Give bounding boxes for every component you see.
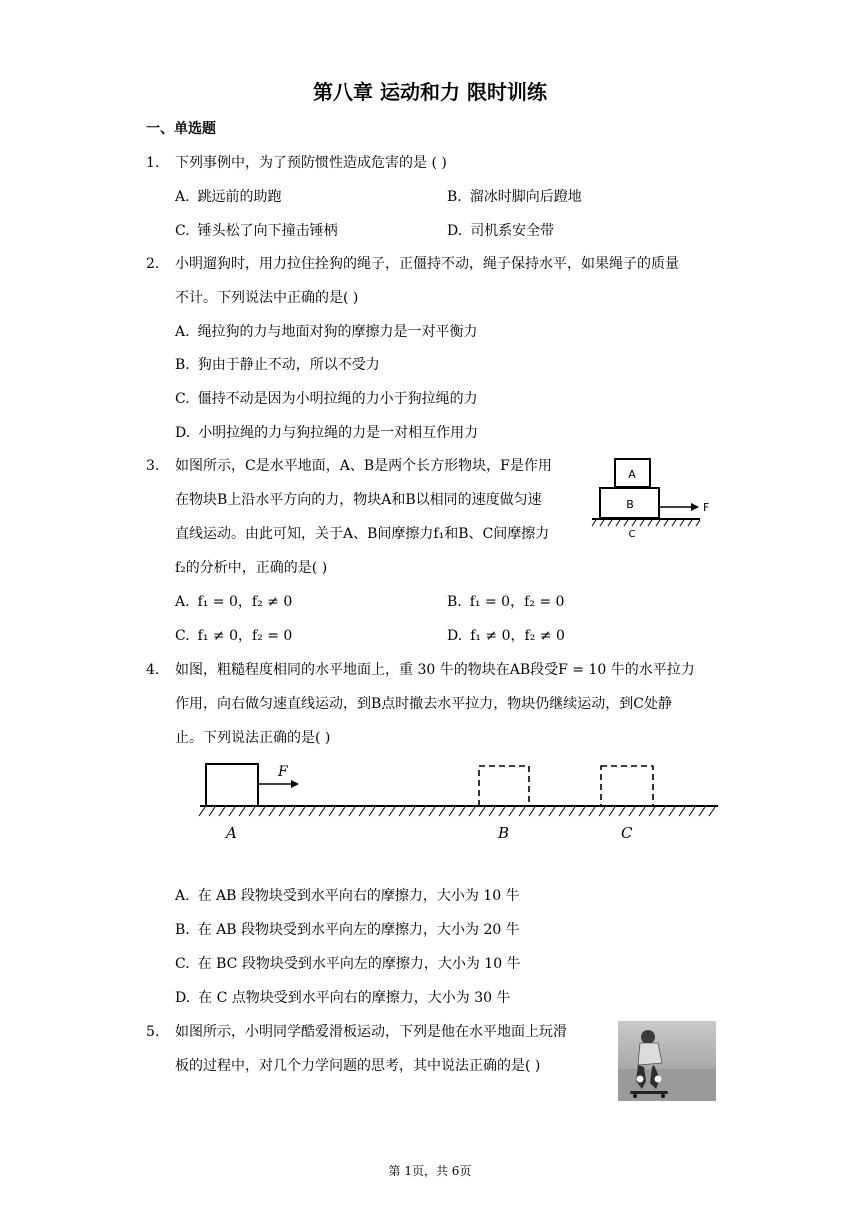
block-a-label: A — [628, 468, 636, 481]
option-d: D. f₁ ≠ 0，f₂ ≠ 0 — [447, 628, 565, 644]
option-c: C. 锤头松了向下撞击锤柄 — [175, 223, 338, 239]
question-number: 5. — [146, 1024, 160, 1040]
option-d: D. 司机系安全带 — [447, 223, 555, 239]
option-b: B. 狗由于静止不动，所以不受力 — [175, 357, 380, 373]
question-text: 小明遛狗时，用力拉住拴狗的绳子，正僵持不动，绳子保持水平，如果绳子的质量 — [175, 256, 679, 272]
option-b: B. 在 AB 段物块受到水平向左的摩擦力，大小为 20 牛 — [175, 922, 520, 938]
option-c: C. 僵持不动是因为小明拉绳的力小于狗拉绳的力 — [175, 391, 478, 407]
question-number: 3. — [146, 458, 160, 474]
option-d: D. 在 C 点物块受到水平向右的摩擦力，大小为 30 牛 — [175, 990, 511, 1006]
point-b-label: B — [498, 824, 510, 842]
ground-hatch — [592, 520, 700, 526]
option-a: A. 在 AB 段物块受到水平向右的摩擦力，大小为 10 牛 — [175, 888, 520, 904]
option-a: A. 绳拉狗的力与地面对狗的摩擦力是一对平衡力 — [175, 324, 478, 340]
force-label: F — [278, 764, 288, 780]
force-label: F — [703, 501, 710, 514]
point-c-label: C — [621, 824, 633, 842]
option-b: B. f₁ = 0，f₂ = 0 — [447, 594, 565, 610]
question-text: 直线运动。由此可知，关于A、B间摩擦力f₁和B、C间摩擦力 — [175, 526, 550, 542]
dashed-block-c — [601, 766, 653, 806]
question-text: f₂的分析中，正确的是( ) — [175, 560, 328, 576]
option-c: C. f₁ ≠ 0，f₂ = 0 — [175, 628, 293, 644]
option-b: B. 溜冰时脚向后蹬地 — [447, 189, 582, 205]
skateboard-photo — [618, 1021, 716, 1101]
option-a: A. 跳远前的助跑 — [175, 189, 282, 205]
question-text: 下列事例中，为了预防惯性造成危害的是 ( ) — [175, 155, 447, 171]
question-text: 如图所示，C是水平地面，A、B是两个长方形物块，F是作用 — [175, 458, 552, 474]
skater-head — [641, 1030, 655, 1044]
dashed-block-b — [479, 766, 529, 806]
blocks-figure — [588, 455, 718, 541]
option-c: C. 在 BC 段物块受到水平向左的摩擦力，大小为 10 牛 — [175, 956, 521, 972]
question-number: 4. — [146, 662, 160, 678]
question-text: 板的过程中，对几个力学问题的思考，其中说法正确的是( ) — [175, 1058, 541, 1074]
option-d: D. 小明拉绳的力与狗拉绳的力是一对相互作用力 — [175, 425, 479, 441]
arrow-head — [291, 780, 299, 788]
ground-hatch — [199, 807, 715, 816]
skater-shirt — [638, 1043, 662, 1065]
solid-block — [206, 764, 258, 806]
page-footer: 第 1页，共 6页 — [388, 1164, 472, 1178]
motion-figure — [196, 760, 722, 844]
skateboard — [630, 1091, 668, 1094]
page-title: 第八章 运动和力 限时训练 — [313, 80, 547, 104]
section-heading: 一、单选题 — [146, 121, 216, 137]
arrow-head — [691, 503, 699, 511]
block-b-label: B — [626, 498, 634, 511]
question-text: 作用，向右做匀速直线运动，到B点时撤去水平拉力，物块仍继续运动，到C处静 — [175, 696, 672, 712]
question-number: 2. — [146, 256, 160, 272]
option-a: A. f₁ = 0，f₂ ≠ 0 — [175, 594, 293, 610]
point-a-label: A — [226, 824, 237, 842]
ground-label: C — [628, 529, 636, 540]
question-text: 止。下列说法正确的是( ) — [175, 730, 331, 746]
question-text: 如图，粗糙程度相同的水平地面上，重 30 牛的物块在AB段受F = 10 牛的水平拉力 — [175, 662, 695, 678]
question-text: 在物块B上沿水平方向的力，物块A和B以相同的速度做匀速 — [175, 492, 542, 508]
question-text: 不计。下列说法中正确的是( ) — [175, 290, 359, 306]
question-text: 如图所示，小明同学酷爱滑板运动，下列是他在水平地面上玩滑 — [175, 1024, 567, 1040]
question-number: 1. — [146, 155, 160, 171]
